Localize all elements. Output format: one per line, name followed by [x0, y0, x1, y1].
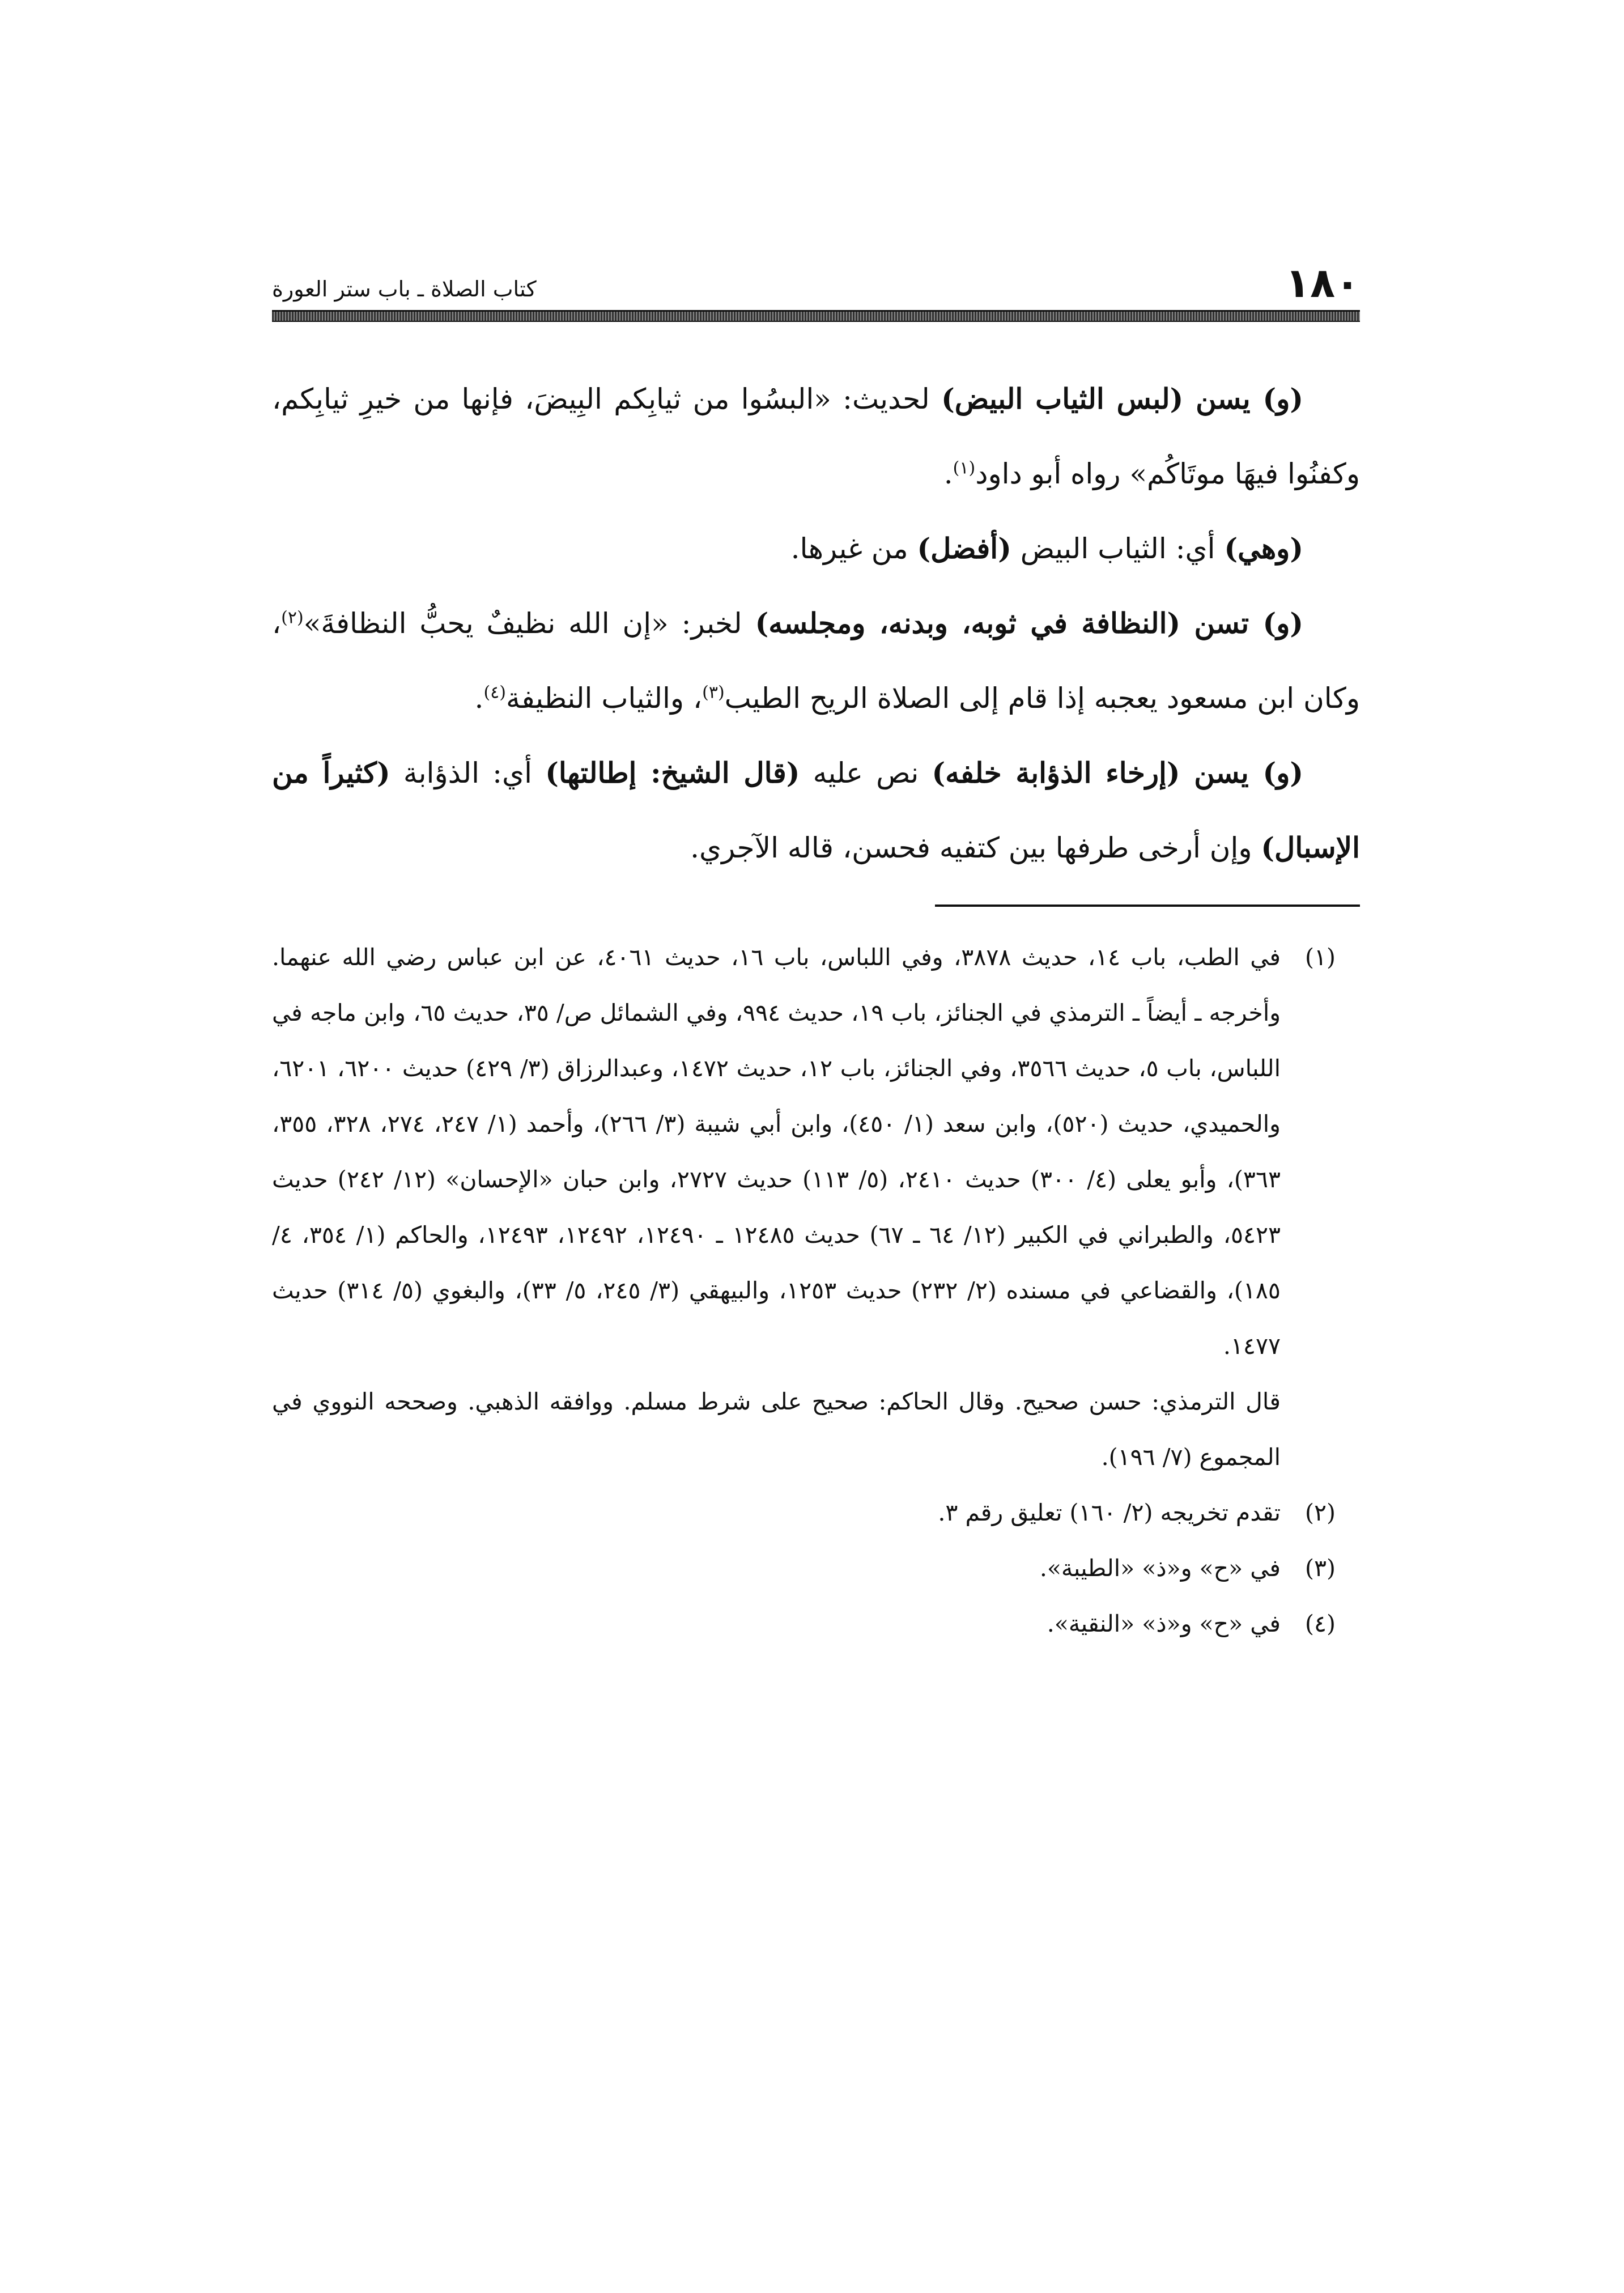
footnote-2	[272, 1485, 1360, 1540]
footnote-number: (١)	[1304, 944, 1336, 971]
text-run-bold: (أفضل)	[917, 532, 1011, 565]
text-run: .	[943, 457, 953, 490]
paragraph-cleanliness	[272, 586, 1360, 736]
footnote-text: في الطب، باب ١٤، حديث ٣٨٧٨، وفي اللباس، باب ١٦، حديث ٤٠٦١، عن ابن عباس رضي الله عنهما. وأخرجه ـ أيضاً ـ الترمذي في الجنائز، باب ١٩، حديث ٩٩٤، وفي الشمائل ص/ ٣٥، حديث ٦٥، وابن ماجه في اللباس، باب ٥، حديث ٣٥٦٦، وفي الجنائز، باب ١٢، حديث ١٤٧٢، وعبدالرزاق (٣/ ٤٢٩) حديث ٦٢٠٠، ٦٢٠١، والحميدي، حديث (٥٢٠)، وابن سعد (١/ ٤٥٠)، وابن أبي شيبة (٣/ ٢٦٦)، وأحمد (١/ ٢٤٧، ٢٧٤، ٣٢٨، ٣٥٥، ٣٦٣)، وأبو يعلى (٤/ ٣٠٠) حديث ٢٤١٠، (٥/ ١١٣) حديث ٢٧٢٧، وابن حبان «الإحسان» (١٢/ ٢٤٢) حديث ٥٤٢٣، والطبراني في الكبير (١٢/ ٦٤ ـ ٦٧) حديث ١٢٤٨٥ ـ ١٢٤٩٠، ١٢٤٩٢، ١٢٤٩٣، والحاكم (١/ ٣٥٤، ٤/ ١٨٥)، والقضاعي في مسنده (٢/ ٢٣٢) حديث ١٢٥٣، والبيهقي (٣/ ٢٤٥، ٥/ ٣٣)، والبغوي (٥/ ٣١٤) حديث ١٤٧٧.	[272, 944, 1281, 1360]
footnote-4	[272, 1596, 1360, 1651]
text-run: .	[474, 682, 484, 715]
text-run: ، وكان ابن مسعود يعجبه إذا قام إلى الصلاة الريح الطيب	[272, 607, 1360, 715]
text-run: (و) يسن	[1183, 382, 1304, 415]
main-text	[272, 362, 1360, 885]
text-run: وإن أرخى طرفها بين كتفيه فحسن، قاله الآجري.	[690, 831, 1261, 864]
text-run: أي: الذؤابة	[390, 757, 546, 789]
text-run: نص عليه	[800, 757, 932, 789]
footnote-ref[interactable]: (٣)	[702, 682, 725, 703]
page-number: ١٨٠	[1285, 259, 1360, 307]
text-run: ، والثياب النظيفة	[506, 682, 703, 715]
footnote-1-continuation: قال الترمذي: حسن صحيح. وقال الحاكم: صحيح على شرط مسلم. ووافقه الذهبي. وصححه النووي في المجموع (٧/ ١٩٦).	[272, 1388, 1281, 1471]
footnote-ref[interactable]: (٢)	[281, 608, 304, 628]
text-run: من غيرها.	[790, 532, 917, 565]
footnote-text: في «ح» و«ذ» «الطيبة».	[1039, 1555, 1281, 1582]
footnote-number: (٣)	[1304, 1555, 1336, 1582]
footnote-ref[interactable]: (٤)	[483, 682, 507, 703]
text-run-bold: (كثيراً من الإسبال)	[272, 756, 1360, 864]
text-run-bold: (لبس الثياب البيض)	[941, 382, 1184, 415]
paragraph-white-clothes	[272, 362, 1360, 511]
text-run: لخبر: «إن الله نظيفٌ يحبُّ النظافةَ»	[303, 607, 755, 640]
text-run: لحديث: «البسُوا من ثيابِكم البِيضَ، فإنها من خيرِ ثيابِكم، وكفنُوا فيهَا موتَاكُم» رواه أبو داود	[272, 383, 1360, 490]
running-head	[272, 249, 1360, 307]
text-run-bold: (وهي)	[1224, 532, 1303, 565]
header-rule	[272, 310, 1360, 322]
text-run-bold: (النظافة في ثوبه، وبدنه، ومجلسه)	[755, 606, 1181, 640]
footnote-text: في «ح» و«ذ» «النقية».	[1047, 1610, 1281, 1637]
paragraph-preference	[272, 511, 1360, 586]
paragraph-dhuaba	[272, 736, 1360, 885]
footnote-1	[272, 929, 1360, 1374]
footnote-number: (٤)	[1304, 1610, 1336, 1637]
footnotes	[272, 929, 1360, 1651]
footnote-separator	[935, 905, 1360, 907]
text-run: أي: الثياب البيض	[1011, 532, 1225, 565]
text-run-bold: (قال الشيخ: إطالتها)	[545, 756, 800, 789]
text-run-bold: (إرخاء الذؤابة خلفه)	[932, 756, 1180, 789]
footnote-3	[272, 1540, 1360, 1596]
text-run: (و) تسن	[1180, 606, 1303, 640]
text-run: (و) يسن	[1180, 756, 1303, 789]
footnote-ref[interactable]: (١)	[953, 458, 976, 478]
running-title: كتاب الصلاة ـ باب ستر العورة	[272, 277, 537, 302]
book-page	[272, 249, 1360, 1651]
footnote-number: (٢)	[1304, 1499, 1336, 1526]
footnote-text: تقدم تخريجه (٢/ ١٦٠) تعليق رقم ٣.	[938, 1499, 1281, 1526]
